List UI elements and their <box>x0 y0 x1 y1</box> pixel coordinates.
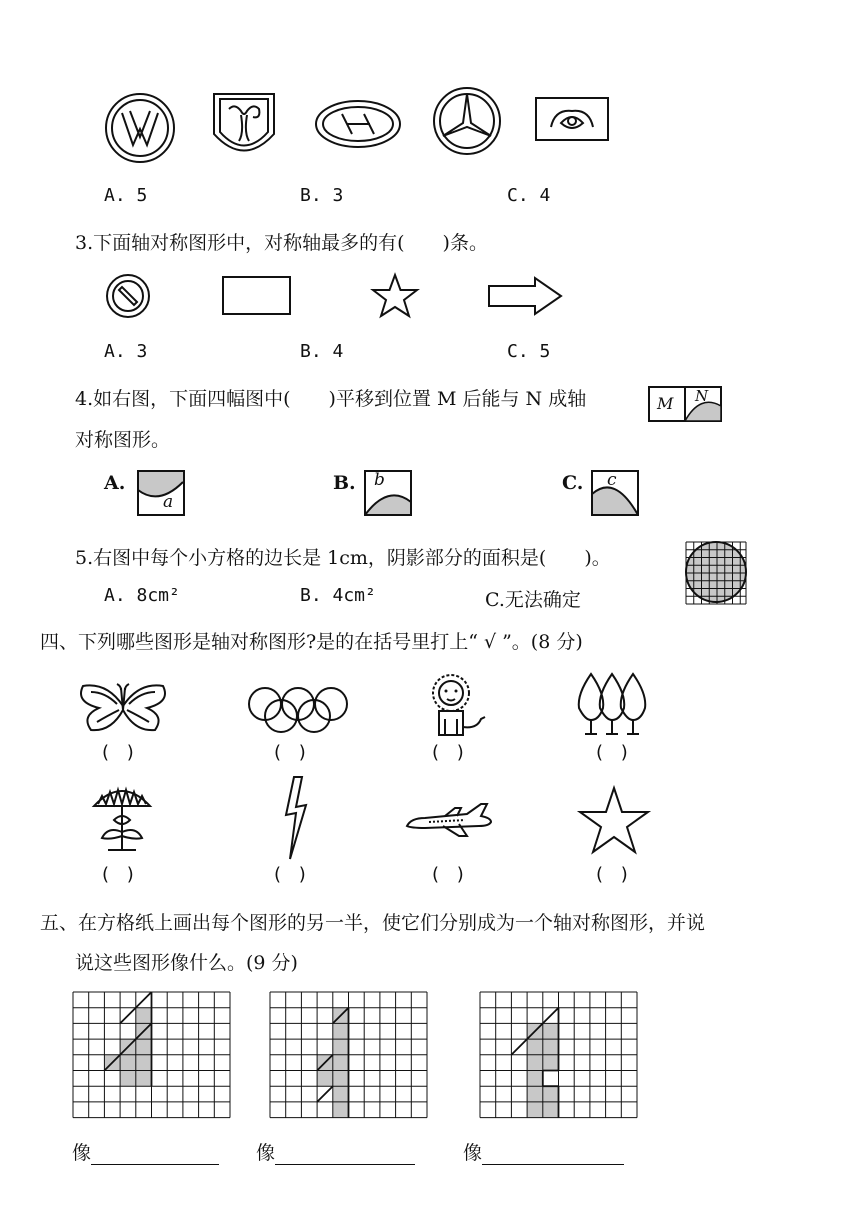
q3-option-b[interactable]: B. 4 <box>300 341 344 362</box>
answer-prefix-1: 像 <box>72 1142 92 1164</box>
flower-logo-icon <box>535 97 609 141</box>
grid-paper-1[interactable] <box>73 992 231 1118</box>
arrow-icon <box>487 276 563 316</box>
lion-icon <box>425 673 491 739</box>
paren-star[interactable]: ( ) <box>596 864 634 885</box>
paren-trees[interactable]: ( ) <box>596 742 634 763</box>
q4-option-c-label[interactable]: C. <box>562 472 584 494</box>
star-outline-icon <box>371 273 419 319</box>
paren-lightning[interactable]: ( ) <box>274 864 312 885</box>
no-sign-icon <box>105 273 151 319</box>
answer-line-2[interactable] <box>256 1138 415 1165</box>
section5-title-line2: 说这些图形像什么。(9 分) <box>75 952 298 974</box>
q4-option-c-figure[interactable] <box>591 470 639 516</box>
option-a-letter: a <box>163 492 174 512</box>
answer-line-3[interactable] <box>463 1138 624 1165</box>
q3-option-c[interactable]: C. 5 <box>507 341 551 362</box>
ref-label-n: N <box>695 387 709 405</box>
grid-paper-2[interactable] <box>270 992 430 1118</box>
answer-line-1[interactable] <box>72 1138 219 1165</box>
q2-option-a[interactable]: A. 5 <box>104 185 148 206</box>
q4-option-a-label[interactable]: A. <box>104 472 126 494</box>
q3-question: 3.下面轴对称图形中，对称轴最多的有( )条。 <box>75 232 488 254</box>
ram-logo-icon <box>211 89 277 161</box>
butterfly-icon <box>77 680 169 736</box>
hyundai-logo-icon <box>314 99 402 149</box>
trees-icon <box>575 670 649 738</box>
paren-olympic-rings[interactable]: ( ) <box>274 742 312 763</box>
option-c-letter: c <box>607 470 617 490</box>
lightning-icon <box>282 775 308 861</box>
paren-flower-plant[interactable]: ( ) <box>102 864 140 885</box>
paren-airplane[interactable]: ( ) <box>432 864 470 885</box>
q4-question-line2: 对称图形。 <box>75 429 171 451</box>
paren-lion[interactable]: ( ) <box>432 742 470 763</box>
q5-option-a[interactable]: A. 8cm² <box>104 585 180 606</box>
paren-butterfly[interactable]: ( ) <box>102 742 140 763</box>
q4-question-line1: 4.如右图，下面四幅图中( )平移到位置 M 后能与 N 成轴 <box>75 388 587 410</box>
q4-option-b-figure[interactable] <box>364 470 412 516</box>
section4-title: 四、下列哪些图形是轴对称图形?是的在括号里打上“ √ ”。(8 分) <box>40 631 583 653</box>
q4-option-b-label[interactable]: B. <box>333 472 356 494</box>
ref-label-m: M <box>657 394 674 413</box>
q3-option-a[interactable]: A. 3 <box>104 341 148 362</box>
section5-title-line1: 五、在方格纸上画出每个图形的另一半，使它们分别成为一个轴对称图形，并说 <box>40 912 706 934</box>
q5-question: 5.右图中每个小方格的边长是 1cm，阴影部分的面积是( )。 <box>75 547 611 569</box>
q4-reference-figure <box>648 386 722 422</box>
q2-option-b[interactable]: B. 3 <box>300 185 344 206</box>
vw-logo-icon <box>102 93 178 163</box>
star-icon <box>578 786 650 854</box>
mercedes-logo-icon <box>432 86 502 156</box>
q5-option-c[interactable]: C.无法确定 <box>485 589 581 611</box>
airplane-icon <box>405 800 493 838</box>
q5-option-b[interactable]: B. 4cm² <box>300 585 376 606</box>
answer-prefix-2: 像 <box>256 1142 276 1164</box>
grid-paper-3[interactable] <box>480 992 638 1118</box>
grid-circle-figure <box>684 540 748 606</box>
q2-option-c[interactable]: C. 4 <box>507 185 551 206</box>
flower-plant-icon <box>90 782 154 854</box>
olympic-rings-icon <box>247 686 349 734</box>
q4-option-a-figure[interactable] <box>137 470 185 516</box>
rectangle-icon <box>222 276 292 316</box>
option-b-letter: b <box>374 470 385 490</box>
answer-prefix-3: 像 <box>463 1142 483 1164</box>
